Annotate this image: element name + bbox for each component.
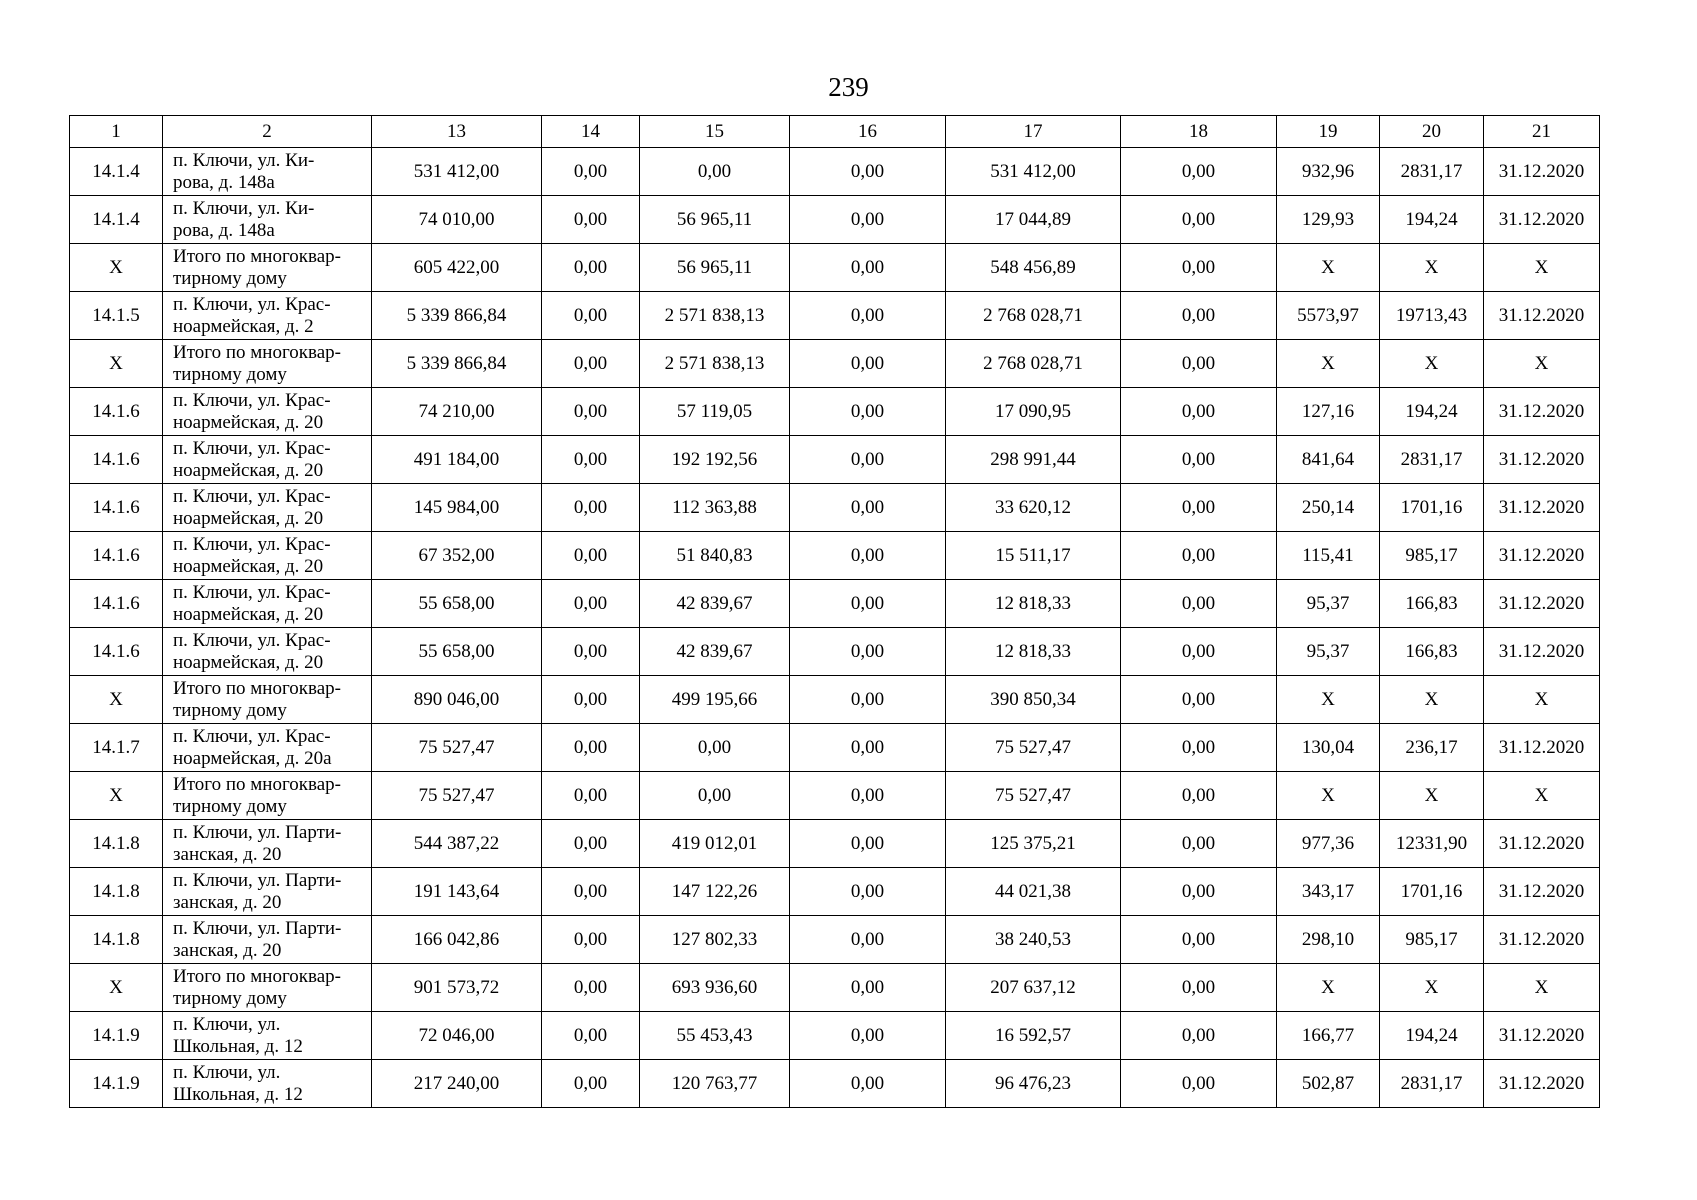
value-cell-21: 31.12.2020 [1484, 1060, 1600, 1108]
value-cell-14: 0,00 [542, 196, 640, 244]
column-header: 2 [163, 116, 372, 148]
value-cell-18: 0,00 [1121, 388, 1277, 436]
value-cell-19: 977,36 [1277, 820, 1380, 868]
row-number-cell: 14.1.6 [70, 532, 163, 580]
value-cell-18: 0,00 [1121, 868, 1277, 916]
value-cell-15: 112 363,88 [640, 484, 790, 532]
table-row [70, 964, 1600, 1012]
address-line: Итого по многоквар- [173, 677, 341, 699]
value-cell-15: 56 965,11 [640, 244, 790, 292]
value-cell-13: 75 527,47 [372, 724, 542, 772]
table-row [70, 916, 1600, 964]
address-line: п. Ключи, ул. Парти- [173, 917, 342, 939]
address-line: ноармейская, д. 20 [173, 459, 324, 481]
address-cell [163, 196, 372, 244]
value-cell-19: X [1277, 772, 1380, 820]
value-cell-17: 12 818,33 [946, 628, 1121, 676]
value-cell-16: 0,00 [790, 868, 946, 916]
address-cell [163, 1012, 372, 1060]
value-cell-17: 2 768 028,71 [946, 292, 1121, 340]
value-cell-15: 0,00 [640, 772, 790, 820]
table-row [70, 820, 1600, 868]
row-number-cell: 14.1.9 [70, 1012, 163, 1060]
value-cell-15: 0,00 [640, 148, 790, 196]
value-cell-15: 42 839,67 [640, 628, 790, 676]
column-header: 21 [1484, 116, 1600, 148]
row-number-cell: X [70, 772, 163, 820]
row-number-cell: 14.1.4 [70, 196, 163, 244]
table-row [70, 868, 1600, 916]
address-cell [163, 580, 372, 628]
value-cell-19: 298,10 [1277, 916, 1380, 964]
table-row [70, 676, 1600, 724]
value-cell-21: X [1484, 340, 1600, 388]
address-cell [163, 676, 372, 724]
value-cell-20: X [1380, 964, 1484, 1012]
value-cell-21: 31.12.2020 [1484, 628, 1600, 676]
value-cell-14: 0,00 [542, 964, 640, 1012]
value-cell-16: 0,00 [790, 340, 946, 388]
column-header: 18 [1121, 116, 1277, 148]
address-line: ноармейская, д. 20 [173, 603, 324, 625]
address-line: п. Ключи, ул. Крас- [173, 437, 331, 459]
value-cell-13: 75 527,47 [372, 772, 542, 820]
value-cell-17: 38 240,53 [946, 916, 1121, 964]
value-cell-14: 0,00 [542, 436, 640, 484]
value-cell-18: 0,00 [1121, 916, 1277, 964]
value-cell-13: 145 984,00 [372, 484, 542, 532]
table-row [70, 628, 1600, 676]
address-line: занская, д. 20 [173, 843, 282, 865]
address-line: ноармейская, д. 20 [173, 555, 324, 577]
value-cell-17: 2 768 028,71 [946, 340, 1121, 388]
value-cell-20: 2831,17 [1380, 1060, 1484, 1108]
address-cell [163, 820, 372, 868]
value-cell-14: 0,00 [542, 292, 640, 340]
value-cell-15: 2 571 838,13 [640, 340, 790, 388]
address-cell [163, 1060, 372, 1108]
value-cell-13: 191 143,64 [372, 868, 542, 916]
value-cell-15: 51 840,83 [640, 532, 790, 580]
value-cell-18: 0,00 [1121, 628, 1277, 676]
value-cell-17: 16 592,57 [946, 1012, 1121, 1060]
address-cell [163, 484, 372, 532]
value-cell-18: 0,00 [1121, 580, 1277, 628]
table-row [70, 436, 1600, 484]
value-cell-14: 0,00 [542, 724, 640, 772]
address-line: п. Ключи, ул. Парти- [173, 869, 342, 891]
value-cell-14: 0,00 [542, 676, 640, 724]
address-line: ноармейская, д. 2 [173, 315, 314, 337]
value-cell-19: 5573,97 [1277, 292, 1380, 340]
address-line: занская, д. 20 [173, 939, 282, 961]
table-row [70, 340, 1600, 388]
row-number-cell: 14.1.6 [70, 484, 163, 532]
value-cell-20: 2831,17 [1380, 436, 1484, 484]
address-line: п. Ключи, ул. Крас- [173, 533, 331, 555]
value-cell-15: 693 936,60 [640, 964, 790, 1012]
value-cell-16: 0,00 [790, 292, 946, 340]
value-cell-17: 390 850,34 [946, 676, 1121, 724]
value-cell-15: 0,00 [640, 724, 790, 772]
value-cell-15: 55 453,43 [640, 1012, 790, 1060]
value-cell-18: 0,00 [1121, 436, 1277, 484]
address-line: тирному дому [173, 267, 287, 289]
table-row [70, 1012, 1600, 1060]
value-cell-17: 17 044,89 [946, 196, 1121, 244]
value-cell-19: 841,64 [1277, 436, 1380, 484]
value-cell-16: 0,00 [790, 820, 946, 868]
address-line: Итого по многоквар- [173, 245, 341, 267]
address-cell [163, 148, 372, 196]
value-cell-20: 12331,90 [1380, 820, 1484, 868]
value-cell-13: 166 042,86 [372, 916, 542, 964]
table-row [70, 148, 1600, 196]
row-number-cell: 14.1.9 [70, 1060, 163, 1108]
table-row [70, 244, 1600, 292]
address-line: п. Ключи, ул. Крас- [173, 725, 331, 747]
row-number-cell: 14.1.8 [70, 820, 163, 868]
value-cell-15: 120 763,77 [640, 1060, 790, 1108]
address-line: п. Ключи, ул. Крас- [173, 629, 331, 651]
value-cell-16: 0,00 [790, 772, 946, 820]
address-line: тирному дому [173, 363, 287, 385]
address-line: п. Ключи, ул. Ки- [173, 197, 315, 219]
value-cell-19: 130,04 [1277, 724, 1380, 772]
column-header: 14 [542, 116, 640, 148]
table-row [70, 388, 1600, 436]
value-cell-14: 0,00 [542, 1060, 640, 1108]
column-header: 15 [640, 116, 790, 148]
value-cell-20: X [1380, 340, 1484, 388]
value-cell-21: 31.12.2020 [1484, 196, 1600, 244]
value-cell-14: 0,00 [542, 772, 640, 820]
table-row [70, 1060, 1600, 1108]
value-cell-20: 194,24 [1380, 196, 1484, 244]
row-number-cell: 14.1.8 [70, 916, 163, 964]
value-cell-17: 12 818,33 [946, 580, 1121, 628]
row-number-cell: 14.1.6 [70, 628, 163, 676]
value-cell-21: 31.12.2020 [1484, 388, 1600, 436]
value-cell-16: 0,00 [790, 388, 946, 436]
value-cell-21: 31.12.2020 [1484, 292, 1600, 340]
table-row [70, 532, 1600, 580]
value-cell-13: 531 412,00 [372, 148, 542, 196]
address-cell [163, 436, 372, 484]
value-cell-17: 33 620,12 [946, 484, 1121, 532]
value-cell-15: 56 965,11 [640, 196, 790, 244]
address-line: п. Ключи, ул. Парти- [173, 821, 342, 843]
row-number-cell: X [70, 964, 163, 1012]
address-line: Итого по многоквар- [173, 341, 341, 363]
value-cell-17: 44 021,38 [946, 868, 1121, 916]
value-cell-18: 0,00 [1121, 964, 1277, 1012]
value-cell-13: 72 046,00 [372, 1012, 542, 1060]
data-table [69, 115, 1600, 1108]
value-cell-20: 1701,16 [1380, 868, 1484, 916]
address-line: ноармейская, д. 20 [173, 411, 324, 433]
value-cell-21: 31.12.2020 [1484, 532, 1600, 580]
value-cell-16: 0,00 [790, 436, 946, 484]
table-header [70, 116, 1600, 148]
value-cell-20: 194,24 [1380, 1012, 1484, 1060]
address-line: Школьная, д. 12 [173, 1035, 303, 1057]
value-cell-18: 0,00 [1121, 196, 1277, 244]
address-line: тирному дому [173, 987, 287, 1009]
value-cell-14: 0,00 [542, 340, 640, 388]
value-cell-16: 0,00 [790, 676, 946, 724]
value-cell-16: 0,00 [790, 484, 946, 532]
value-cell-13: 890 046,00 [372, 676, 542, 724]
value-cell-18: 0,00 [1121, 1012, 1277, 1060]
value-cell-13: 67 352,00 [372, 532, 542, 580]
value-cell-21: 31.12.2020 [1484, 580, 1600, 628]
value-cell-21: 31.12.2020 [1484, 916, 1600, 964]
value-cell-15: 2 571 838,13 [640, 292, 790, 340]
address-cell [163, 868, 372, 916]
value-cell-17: 15 511,17 [946, 532, 1121, 580]
value-cell-19: X [1277, 964, 1380, 1012]
value-cell-21: 31.12.2020 [1484, 724, 1600, 772]
value-cell-21: X [1484, 772, 1600, 820]
address-line: ноармейская, д. 20а [173, 747, 332, 769]
value-cell-15: 127 802,33 [640, 916, 790, 964]
value-cell-15: 192 192,56 [640, 436, 790, 484]
value-cell-13: 74 210,00 [372, 388, 542, 436]
value-cell-19: X [1277, 340, 1380, 388]
value-cell-18: 0,00 [1121, 772, 1277, 820]
address-cell [163, 292, 372, 340]
value-cell-16: 0,00 [790, 148, 946, 196]
value-cell-21: 31.12.2020 [1484, 820, 1600, 868]
value-cell-13: 491 184,00 [372, 436, 542, 484]
value-cell-21: 31.12.2020 [1484, 868, 1600, 916]
address-line: Итого по многоквар- [173, 965, 341, 987]
value-cell-13: 55 658,00 [372, 628, 542, 676]
address-line: п. Ключи, ул. [173, 1061, 281, 1083]
row-number-cell: 14.1.6 [70, 436, 163, 484]
value-cell-20: X [1380, 244, 1484, 292]
value-cell-21: X [1484, 244, 1600, 292]
value-cell-20: X [1380, 772, 1484, 820]
value-cell-17: 75 527,47 [946, 724, 1121, 772]
table-row [70, 772, 1600, 820]
value-cell-13: 5 339 866,84 [372, 292, 542, 340]
value-cell-13: 74 010,00 [372, 196, 542, 244]
value-cell-21: 31.12.2020 [1484, 484, 1600, 532]
value-cell-21: 31.12.2020 [1484, 436, 1600, 484]
value-cell-13: 5 339 866,84 [372, 340, 542, 388]
value-cell-17: 298 991,44 [946, 436, 1121, 484]
value-cell-17: 17 090,95 [946, 388, 1121, 436]
value-cell-20: 166,83 [1380, 580, 1484, 628]
address-cell [163, 772, 372, 820]
value-cell-17: 75 527,47 [946, 772, 1121, 820]
value-cell-20: 236,17 [1380, 724, 1484, 772]
value-cell-16: 0,00 [790, 1060, 946, 1108]
address-line: занская, д. 20 [173, 891, 282, 913]
value-cell-19: 95,37 [1277, 580, 1380, 628]
value-cell-19: 250,14 [1277, 484, 1380, 532]
value-cell-17: 125 375,21 [946, 820, 1121, 868]
value-cell-14: 0,00 [542, 484, 640, 532]
table-row [70, 484, 1600, 532]
table-row [70, 580, 1600, 628]
value-cell-17: 96 476,23 [946, 1060, 1121, 1108]
value-cell-14: 0,00 [542, 244, 640, 292]
row-number-cell: 14.1.6 [70, 580, 163, 628]
value-cell-14: 0,00 [542, 580, 640, 628]
value-cell-14: 0,00 [542, 820, 640, 868]
address-cell [163, 964, 372, 1012]
value-cell-19: 115,41 [1277, 532, 1380, 580]
value-cell-16: 0,00 [790, 964, 946, 1012]
value-cell-19: 932,96 [1277, 148, 1380, 196]
value-cell-13: 55 658,00 [372, 580, 542, 628]
address-line: Школьная, д. 12 [173, 1083, 303, 1105]
value-cell-19: 95,37 [1277, 628, 1380, 676]
value-cell-14: 0,00 [542, 148, 640, 196]
value-cell-20: 194,24 [1380, 388, 1484, 436]
value-cell-15: 147 122,26 [640, 868, 790, 916]
address-line: Итого по многоквар- [173, 773, 341, 795]
value-cell-16: 0,00 [790, 1012, 946, 1060]
value-cell-16: 0,00 [790, 244, 946, 292]
row-number-cell: X [70, 244, 163, 292]
value-cell-14: 0,00 [542, 916, 640, 964]
value-cell-14: 0,00 [542, 628, 640, 676]
value-cell-18: 0,00 [1121, 244, 1277, 292]
value-cell-18: 0,00 [1121, 676, 1277, 724]
table-row [70, 196, 1600, 244]
column-header: 16 [790, 116, 946, 148]
value-cell-17: 531 412,00 [946, 148, 1121, 196]
row-number-cell: X [70, 676, 163, 724]
value-cell-15: 419 012,01 [640, 820, 790, 868]
value-cell-20: 166,83 [1380, 628, 1484, 676]
address-cell [163, 340, 372, 388]
row-number-cell: X [70, 340, 163, 388]
address-cell [163, 244, 372, 292]
table-body [70, 148, 1600, 1108]
address-line: тирному дому [173, 795, 287, 817]
address-cell [163, 388, 372, 436]
value-cell-21: 31.12.2020 [1484, 148, 1600, 196]
table-row [70, 292, 1600, 340]
value-cell-18: 0,00 [1121, 148, 1277, 196]
address-line: п. Ключи, ул. Крас- [173, 293, 331, 315]
address-line: ноармейская, д. 20 [173, 507, 324, 529]
value-cell-20: 985,17 [1380, 916, 1484, 964]
value-cell-16: 0,00 [790, 628, 946, 676]
table-row [70, 724, 1600, 772]
address-cell [163, 916, 372, 964]
value-cell-20: 2831,17 [1380, 148, 1484, 196]
value-cell-19: 166,77 [1277, 1012, 1380, 1060]
address-line: п. Ключи, ул. Крас- [173, 485, 331, 507]
column-header: 20 [1380, 116, 1484, 148]
address-line: рова, д. 148а [173, 171, 275, 193]
row-number-cell: 14.1.6 [70, 388, 163, 436]
row-number-cell: 14.1.7 [70, 724, 163, 772]
row-number-cell: 14.1.8 [70, 868, 163, 916]
value-cell-14: 0,00 [542, 532, 640, 580]
value-cell-17: 207 637,12 [946, 964, 1121, 1012]
value-cell-18: 0,00 [1121, 820, 1277, 868]
value-cell-19: 129,93 [1277, 196, 1380, 244]
value-cell-19: 502,87 [1277, 1060, 1380, 1108]
address-line: п. Ключи, ул. Ки- [173, 149, 315, 171]
row-number-cell: 14.1.4 [70, 148, 163, 196]
column-header: 17 [946, 116, 1121, 148]
row-number-cell: 14.1.5 [70, 292, 163, 340]
address-line: п. Ключи, ул. Крас- [173, 389, 331, 411]
value-cell-16: 0,00 [790, 916, 946, 964]
value-cell-20: 985,17 [1380, 532, 1484, 580]
value-cell-21: X [1484, 964, 1600, 1012]
column-header: 13 [372, 116, 542, 148]
value-cell-16: 0,00 [790, 724, 946, 772]
value-cell-19: 343,17 [1277, 868, 1380, 916]
value-cell-18: 0,00 [1121, 1060, 1277, 1108]
value-cell-16: 0,00 [790, 532, 946, 580]
value-cell-15: 42 839,67 [640, 580, 790, 628]
value-cell-19: X [1277, 676, 1380, 724]
header-row [70, 116, 1600, 148]
value-cell-18: 0,00 [1121, 484, 1277, 532]
page-number: 239 [828, 72, 869, 102]
value-cell-18: 0,00 [1121, 340, 1277, 388]
value-cell-18: 0,00 [1121, 292, 1277, 340]
value-cell-20: X [1380, 676, 1484, 724]
address-line: ноармейская, д. 20 [173, 651, 324, 673]
value-cell-20: 1701,16 [1380, 484, 1484, 532]
column-header: 1 [70, 116, 163, 148]
value-cell-13: 605 422,00 [372, 244, 542, 292]
value-cell-15: 499 195,66 [640, 676, 790, 724]
address-line: тирному дому [173, 699, 287, 721]
value-cell-16: 0,00 [790, 580, 946, 628]
value-cell-19: 127,16 [1277, 388, 1380, 436]
address-line: п. Ключи, ул. Крас- [173, 581, 331, 603]
value-cell-13: 217 240,00 [372, 1060, 542, 1108]
value-cell-15: 57 119,05 [640, 388, 790, 436]
value-cell-13: 901 573,72 [372, 964, 542, 1012]
value-cell-14: 0,00 [542, 388, 640, 436]
value-cell-21: X [1484, 676, 1600, 724]
value-cell-19: X [1277, 244, 1380, 292]
value-cell-18: 0,00 [1121, 724, 1277, 772]
address-cell [163, 532, 372, 580]
value-cell-16: 0,00 [790, 196, 946, 244]
address-cell [163, 628, 372, 676]
value-cell-21: 31.12.2020 [1484, 1012, 1600, 1060]
value-cell-18: 0,00 [1121, 532, 1277, 580]
address-line: п. Ключи, ул. [173, 1013, 281, 1035]
value-cell-14: 0,00 [542, 1012, 640, 1060]
value-cell-13: 544 387,22 [372, 820, 542, 868]
value-cell-17: 548 456,89 [946, 244, 1121, 292]
value-cell-14: 0,00 [542, 868, 640, 916]
column-header: 19 [1277, 116, 1380, 148]
value-cell-20: 19713,43 [1380, 292, 1484, 340]
address-cell [163, 724, 372, 772]
address-line: рова, д. 148а [173, 219, 275, 241]
